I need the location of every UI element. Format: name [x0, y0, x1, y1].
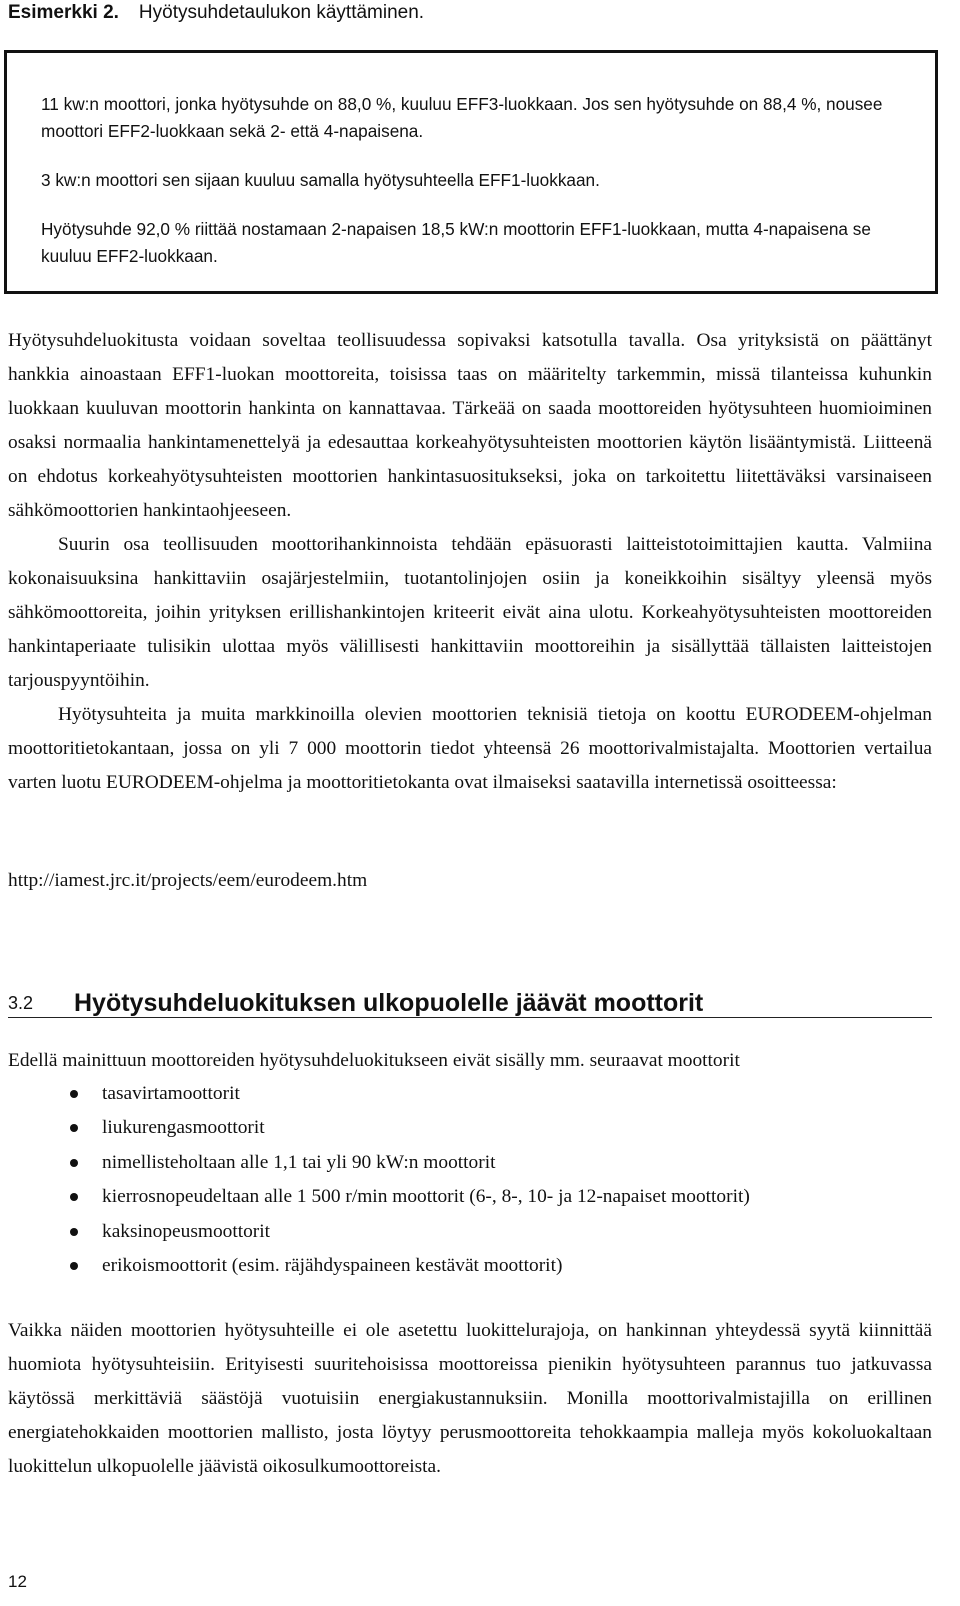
list-item-text: erikoismoottorit (esim. räjähdyspaineen kestävät moottorit) — [102, 1254, 563, 1276]
example-box — [4, 50, 938, 294]
page-number: 12 — [8, 1572, 27, 1591]
body-paragraph-1: Hyötysuhdeluokitusta voidaan soveltaa teollisuudessa sopivaksi katsotulla tavalla. Osa yrityksistä on päättänyt hankkia ainoastaan EFF1-luokan moottoreita, toisissa taas on määritelty tarkemmin, missä tilanteissa kuhunkin luokkaan kuuluvan moottorin hankinta on kannattavaa. Tärkeää on saada moottoreiden hyötysuhteen huomioiminen osaksi normaalia hankintamenettelyä ja edesauttaa korkeahyötysuhteisten moottorien käytön lisääntymistä. Liitteenä on ehdotus korkeahyötysuhteisten moottorien hankintasuositukseksi, joka on tarkoitettu liitettäväksi varsinaiseen sähkömoottorien hankintaohjeeseen. — [8, 330, 932, 521]
closing-text — [8, 1314, 932, 1484]
section-intro: Edellä mainittuun moottoreiden hyötysuhdeluokitukseen eivät sisälly mm. seuraavat moottorit — [8, 1050, 740, 1071]
list-item — [0, 1146, 750, 1180]
section-number: 3.2 — [8, 993, 34, 1013]
example-paragraph-1: 11 kw:n moottori, jonka hyötysuhde on 88,0 %, kuuluu EFF3-luokkaan. Jos sen hyötysuhde on 88,4 %, nousee moottori EFF2-luokkaan sekä 2- että 4-napaisena. — [41, 94, 883, 141]
closing-paragraph: Vaikka näiden moottorien hyötysuhteille ei ole asetettu luokittelurajoja, on hankinnan yhteydessä syytä kiinnittää huomiota hyötysuhteisiin. Erityisesti suuritehoisissa moottoreissa pienikin hyötysuhteen parannus tuo jatkuvassa käytössä merkittäviä säästöjä vuotuisiin energiakustannuksiin. Monilla moottorivalmistajilla on erillinen energiatehokkaiden moottorien mallisto, josta löytyy perusmoottoreita tehokkaampia malleja myös kokoluokaltaan luokittelun ulkopuolelle jäävistä oikosulkumoottoreista. — [8, 1320, 932, 1477]
eurodeem-url[interactable]: http://iamest.jrc.it/projects/eem/eurodeem.htm — [8, 870, 368, 891]
section-title: Hyötysuhdeluokituksen ulkopuolelle jäävät moottorit — [74, 989, 704, 1017]
section-heading — [8, 982, 932, 1018]
bullet-icon — [70, 1090, 78, 1098]
bullet-icon — [70, 1262, 78, 1270]
list-item — [0, 1077, 750, 1111]
list-item-text: kaksinopeusmoottorit — [102, 1220, 271, 1242]
list-item — [0, 1215, 750, 1249]
example-title: Hyötysuhdetaulukon käyttäminen. — [138, 2, 425, 23]
list-item-text: tasavirtamoottorit — [102, 1083, 240, 1104]
example-heading — [8, 0, 424, 26]
example-paragraph-3: Hyötysuhde 92,0 % riittää nostamaan 2-napaisen 18,5 kW:n moottorin EFF1-luokkaan, mutta 4-napaisena se kuuluu EFF2-luokkaan. — [41, 219, 871, 266]
list-item-text: nimellisteholtaan alle 1,1 tai yli 90 kW:n moottorit — [102, 1151, 496, 1173]
bullet-icon — [70, 1228, 78, 1236]
body-paragraph-3: Hyötysuhteita ja muita markkinoilla olevien moottorien teknisiä tietoja on koottu EURODEEM-ohjelman moottoritietokantaan, jossa on yli 7 000 moottorin tiedot yhteensä 26 moottorivalmistajalta. Moottorien vertailua varten luotu EURODEEM-ohjelma ja moottoritietokanta ovat ilmaiseksi saatavilla internetissä osoitteessa: — [8, 704, 932, 793]
list-item — [0, 1249, 750, 1283]
section-divider — [8, 1017, 932, 1018]
list-item-text: liukurengasmoottorit — [102, 1117, 265, 1139]
bullet-icon — [70, 1193, 78, 1201]
list-item-text: kierrosnopeudeltaan alle 1 500 r/min moottorit (6-, 8-, 10- ja 12-napaiset moottorit) — [102, 1186, 750, 1208]
motor-exclusion-list — [0, 1077, 750, 1283]
example-label: Esimerkki 2. — [8, 2, 119, 23]
example-paragraph-2: 3 kw:n moottori sen sijaan kuuluu samalla hyötysuhteella EFF1-luokkaan. — [41, 170, 600, 190]
list-item — [0, 1111, 750, 1145]
bullet-icon — [70, 1124, 78, 1132]
bullet-icon — [70, 1159, 78, 1167]
list-item — [0, 1180, 750, 1214]
body-paragraph-2: Suurin osa teollisuuden moottorihankinnoista tehdään epäsuorasti laitteistotoimittajien kautta. Valmiina kokonaisuuksina hankittaviin osajärjestelmiin, tuotantolinjojen osiin ja koneikkoihin sisältyy yleensä myös sähkömoottoreita, joihin yrityksen erillishankintojen kriteerit eivät aina ulotu. Korkeahyötysuhteisten moottoreiden hankintaperiaate tulisikin ulottaa myös välillisesti hankittaviin moottoreihin ja sisällyttää tällaisten laitteistojen tarjouspyyntöihin. — [8, 534, 932, 691]
body-text — [8, 324, 932, 800]
